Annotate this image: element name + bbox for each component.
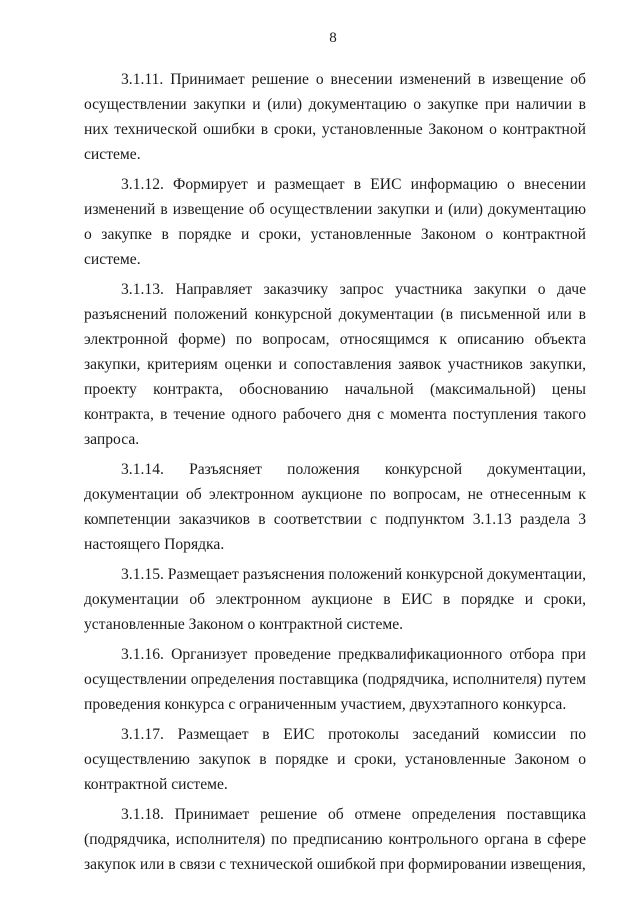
- paragraph-3-1-11: 3.1.11. Принимает решение о внесении изменений в извещение об осуществлении закупки и (или) документацию о закупке при наличии в них технической ошибки в сроки, установленные Законом о контрактной системе.: [84, 71, 586, 163]
- paragraph-3-1-16: 3.1.16. Организует проведение предквалификационного отбора при осуществлении определения поставщика (подрядчика, исполнителя) путем проведения конкурса с ограниченным участием, двухэтапного конкурса.: [84, 646, 586, 713]
- paragraph-3-1-13: 3.1.13. Направляет заказчику запрос участника закупки о даче разъяснений положений конкурсной документации (в письменной или в электронной форме) по вопросам, относящимся к описанию объекта закупки, критериям оценки и сопоставления заявок участников закупки, проекту контракта, обоснованию начальной (максимальной) цены контракта, в течение одного рабочего дня с момента поступления такого запроса.: [84, 281, 586, 448]
- paragraph-3-1-14: 3.1.14. Разъясняет положения конкурсной документации, документации об электронном аукционе по вопросам, не отнесенным к компетенции заказчиков в соответствии с подпунктом 3.1.13 раздела 3 настоящего Порядка.: [84, 461, 586, 553]
- paragraph-3-1-18: 3.1.18. Принимает решение об отмене определения поставщика (подрядчика, исполнителя) по предписанию контрольного органа в сфере закупок или в связи с технической ошибкой при формировании извещения,: [84, 806, 586, 873]
- paragraph-3-1-12: 3.1.12. Формирует и размещает в ЕИС информацию о внесении изменений в извещение об осуществлении закупки и (или) документацию о закупке в порядке и сроки, установленные Законом о контрактной системе.: [84, 176, 586, 268]
- page-number: 8: [329, 30, 337, 46]
- paragraph-3-1-17: 3.1.17. Размещает в ЕИС протоколы заседаний комиссии по осуществлению закупок в порядке и сроки, установленные Законом о контрактной системе.: [84, 726, 586, 793]
- paragraph-3-1-15: 3.1.15. Размещает разъяснения положений конкурсной документации, документации об электронном аукционе в ЕИС в порядке и сроки, установленные Законом о контрактной системе.: [84, 566, 586, 633]
